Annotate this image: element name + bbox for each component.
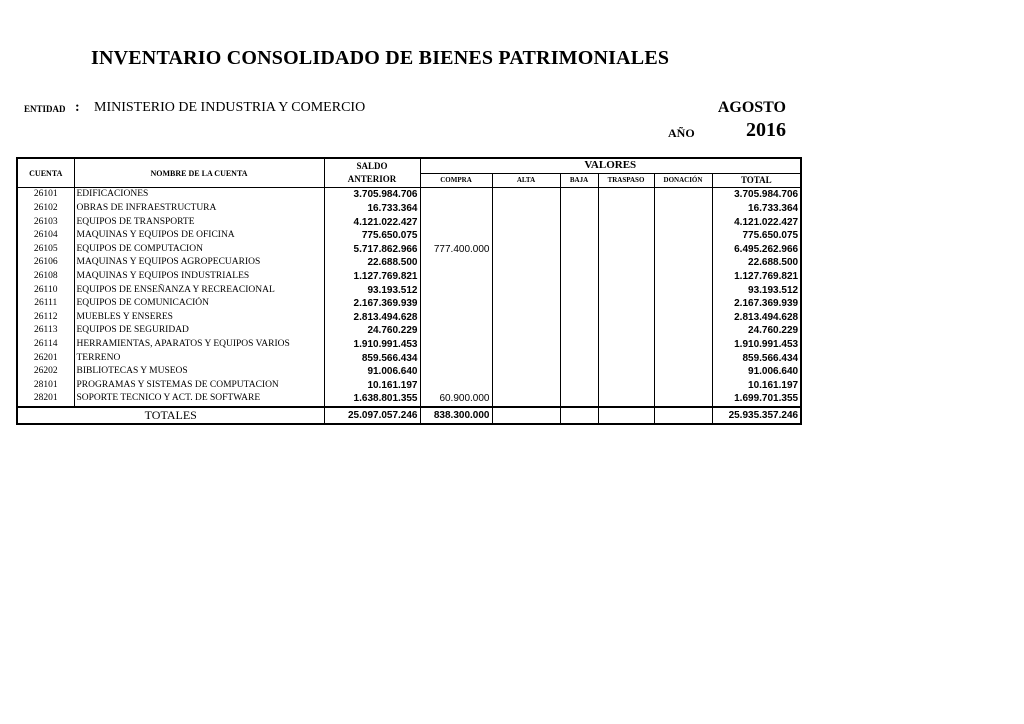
cell-nombre: EDIFICACIONES <box>74 188 324 202</box>
cell-baja <box>560 270 598 284</box>
cell-compra <box>420 188 492 202</box>
cell-traspaso <box>598 379 654 393</box>
month-label: AGOSTO <box>717 99 786 116</box>
table-row <box>17 311 801 325</box>
cell-saldo-anterior: 2.167.369.939 <box>324 297 420 311</box>
cell-cuenta: 26104 <box>17 229 74 243</box>
table-row <box>17 324 801 338</box>
cell-donacion <box>654 270 712 284</box>
table-row <box>17 338 801 352</box>
cell-nombre: HERRAMIENTAS, APARATOS Y EQUIPOS VARIOS <box>74 338 324 352</box>
cell-saldo-anterior: 1.127.769.821 <box>324 270 420 284</box>
cell-saldo-anterior: 1.910.991.453 <box>324 338 420 352</box>
cell-nombre: TERRENO <box>74 351 324 365</box>
cell-total: 93.193.512 <box>712 283 801 297</box>
cell-compra <box>420 351 492 365</box>
cell-baja <box>560 188 598 202</box>
cell-total: 22.688.500 <box>712 256 801 270</box>
cell-baja <box>560 229 598 243</box>
cell-alta <box>492 392 560 407</box>
cell-baja <box>560 243 598 257</box>
cell-compra <box>420 311 492 325</box>
cell-total: 24.760.229 <box>712 324 801 338</box>
cell-nombre: BIBLIOTECAS Y MUSEOS <box>74 365 324 379</box>
cell-total: 16.733.364 <box>712 202 801 216</box>
cell-alta <box>492 215 560 229</box>
cell-saldo-anterior: 16.733.364 <box>324 202 420 216</box>
cell-cuenta: 26101 <box>17 188 74 202</box>
cell-nombre: SOPORTE TECNICO Y ACT. DE SOFTWARE <box>74 392 324 407</box>
table-row <box>17 202 801 216</box>
cell-baja <box>560 324 598 338</box>
cell-baja <box>560 392 598 407</box>
cell-cuenta: 26110 <box>17 283 74 297</box>
year-label: AÑO <box>668 126 695 140</box>
cell-saldo-anterior: 1.638.801.355 <box>324 392 420 407</box>
table-row <box>17 297 801 311</box>
cell-cuenta: 26108 <box>17 270 74 284</box>
entidad-value: MINISTERIO DE INDUSTRIA Y COMERCIO <box>94 100 366 115</box>
cell-compra <box>420 283 492 297</box>
cell-donacion <box>654 297 712 311</box>
entidad-colon: : <box>75 100 80 115</box>
cell-donacion <box>654 202 712 216</box>
header-compra: COMPRA <box>420 173 492 188</box>
cell-saldo-anterior: 4.121.022.427 <box>324 215 420 229</box>
cell-donacion <box>654 338 712 352</box>
cell-compra <box>420 270 492 284</box>
cell-compra <box>420 365 492 379</box>
totals-compra: 838.300.000 <box>420 407 492 424</box>
cell-baja <box>560 351 598 365</box>
cell-baja <box>560 379 598 393</box>
cell-total: 859.566.434 <box>712 351 801 365</box>
year-value: 2016 <box>746 119 786 141</box>
cell-total: 1.910.991.453 <box>712 338 801 352</box>
totals-traspaso <box>598 407 654 424</box>
cell-saldo-anterior: 22.688.500 <box>324 256 420 270</box>
cell-nombre: OBRAS DE INFRAESTRUCTURA <box>74 202 324 216</box>
cell-total: 4.121.022.427 <box>712 215 801 229</box>
cell-compra <box>420 256 492 270</box>
cell-total: 1.699.701.355 <box>712 392 801 407</box>
cell-donacion <box>654 215 712 229</box>
cell-total: 10.161.197 <box>712 379 801 393</box>
cell-traspaso <box>598 256 654 270</box>
cell-cuenta: 28101 <box>17 379 74 393</box>
cell-alta <box>492 283 560 297</box>
table-row <box>17 392 801 407</box>
totals-label: TOTALES <box>17 407 324 424</box>
table-row <box>17 229 801 243</box>
cell-baja <box>560 256 598 270</box>
cell-compra <box>420 229 492 243</box>
cell-nombre: MUEBLES Y ENSERES <box>74 311 324 325</box>
cell-nombre: EQUIPOS DE SEGURIDAD <box>74 324 324 338</box>
cell-alta <box>492 324 560 338</box>
cell-alta <box>492 379 560 393</box>
cell-cuenta: 26103 <box>17 215 74 229</box>
totals-total: 25.935.357.246 <box>712 407 801 424</box>
cell-traspaso <box>598 283 654 297</box>
cell-total: 3.705.984.706 <box>712 188 801 202</box>
table-row <box>17 243 801 257</box>
totals-row <box>17 407 801 424</box>
cell-donacion <box>654 392 712 407</box>
cell-traspaso <box>598 311 654 325</box>
cell-donacion <box>654 283 712 297</box>
header-saldo-line1: SALDO <box>356 161 388 172</box>
totals-saldo: 25.097.057.246 <box>324 407 420 424</box>
cell-baja <box>560 338 598 352</box>
header-baja: BAJA <box>560 173 598 188</box>
cell-cuenta: 28201 <box>17 392 74 407</box>
cell-alta <box>492 311 560 325</box>
cell-cuenta: 26102 <box>17 202 74 216</box>
cell-donacion <box>654 324 712 338</box>
table-row <box>17 379 801 393</box>
cell-nombre: PROGRAMAS Y SISTEMAS DE COMPUTACION <box>74 379 324 393</box>
cell-saldo-anterior: 5.717.862.966 <box>324 243 420 257</box>
table-row <box>17 215 801 229</box>
cell-alta <box>492 229 560 243</box>
cell-donacion <box>654 256 712 270</box>
header-alta: ALTA <box>492 173 560 188</box>
cell-baja <box>560 283 598 297</box>
cell-cuenta: 26202 <box>17 365 74 379</box>
cell-saldo-anterior: 2.813.494.628 <box>324 311 420 325</box>
header-total: TOTAL <box>712 173 801 188</box>
cell-donacion <box>654 311 712 325</box>
table-row <box>17 283 801 297</box>
cell-compra <box>420 215 492 229</box>
cell-nombre: EQUIPOS DE COMPUTACION <box>74 243 324 257</box>
cell-saldo-anterior: 93.193.512 <box>324 283 420 297</box>
cell-baja <box>560 365 598 379</box>
cell-donacion <box>654 188 712 202</box>
cell-traspaso <box>598 243 654 257</box>
cell-baja <box>560 202 598 216</box>
cell-alta <box>492 188 560 202</box>
cell-traspaso <box>598 365 654 379</box>
cell-compra <box>420 338 492 352</box>
cell-nombre: EQUIPOS DE COMUNICACIÓN <box>74 297 324 311</box>
cell-compra: 777.400.000 <box>420 243 492 257</box>
entidad-label: ENTIDAD <box>24 104 66 114</box>
cell-traspaso <box>598 297 654 311</box>
cell-donacion <box>654 243 712 257</box>
cell-total: 91.006.640 <box>712 365 801 379</box>
cell-total: 2.813.494.628 <box>712 311 801 325</box>
cell-saldo-anterior: 24.760.229 <box>324 324 420 338</box>
cell-nombre: MAQUINAS Y EQUIPOS INDUSTRIALES <box>74 270 324 284</box>
totals-baja <box>560 407 598 424</box>
cell-donacion <box>654 365 712 379</box>
table-row <box>17 365 801 379</box>
cell-cuenta: 26113 <box>17 324 74 338</box>
cell-alta <box>492 297 560 311</box>
cell-compra <box>420 297 492 311</box>
cell-traspaso <box>598 229 654 243</box>
totals-alta <box>492 407 560 424</box>
cell-nombre: EQUIPOS DE ENSEÑANZA Y RECREACIONAL <box>74 283 324 297</box>
cell-saldo-anterior: 859.566.434 <box>324 351 420 365</box>
inventory-table <box>16 157 802 425</box>
cell-cuenta: 26112 <box>17 311 74 325</box>
cell-cuenta: 26114 <box>17 338 74 352</box>
header-saldo-anterior <box>324 158 420 188</box>
cell-total: 2.167.369.939 <box>712 297 801 311</box>
cell-traspaso <box>598 202 654 216</box>
cell-alta <box>492 338 560 352</box>
cell-alta <box>492 270 560 284</box>
cell-donacion <box>654 379 712 393</box>
cell-cuenta: 26201 <box>17 351 74 365</box>
cell-saldo-anterior: 91.006.640 <box>324 365 420 379</box>
cell-total: 6.495.262.966 <box>712 243 801 257</box>
header-valores: VALORES <box>420 158 801 173</box>
page-title: INVENTARIO CONSOLIDADO DE BIENES PATRIMONIALES <box>91 47 670 69</box>
header-saldo-line2: ANTERIOR <box>347 174 397 185</box>
cell-total: 775.650.075 <box>712 229 801 243</box>
cell-compra <box>420 379 492 393</box>
cell-saldo-anterior: 775.650.075 <box>324 229 420 243</box>
cell-baja <box>560 311 598 325</box>
cell-traspaso <box>598 188 654 202</box>
cell-alta <box>492 202 560 216</box>
cell-alta <box>492 243 560 257</box>
cell-cuenta: 26106 <box>17 256 74 270</box>
cell-traspaso <box>598 215 654 229</box>
cell-compra <box>420 324 492 338</box>
totals-donacion <box>654 407 712 424</box>
cell-nombre: MAQUINAS Y EQUIPOS AGROPECUARIOS <box>74 256 324 270</box>
cell-nombre: EQUIPOS DE TRANSPORTE <box>74 215 324 229</box>
cell-nombre: MAQUINAS Y EQUIPOS DE OFICINA <box>74 229 324 243</box>
table-row <box>17 270 801 284</box>
cell-traspaso <box>598 351 654 365</box>
cell-traspaso <box>598 392 654 407</box>
cell-cuenta: 26111 <box>17 297 74 311</box>
cell-traspaso <box>598 338 654 352</box>
header-nombre: NOMBRE DE LA CUENTA <box>74 158 324 188</box>
cell-compra <box>420 202 492 216</box>
header-cuenta: CUENTA <box>17 158 74 188</box>
cell-traspaso <box>598 270 654 284</box>
cell-baja <box>560 215 598 229</box>
header-donacion: DONACIÓN <box>654 173 712 188</box>
cell-saldo-anterior: 10.161.197 <box>324 379 420 393</box>
table-row <box>17 351 801 365</box>
header-traspaso: TRASPASO <box>598 173 654 188</box>
cell-alta <box>492 256 560 270</box>
cell-compra: 60.900.000 <box>420 392 492 407</box>
table-row <box>17 188 801 202</box>
cell-alta <box>492 365 560 379</box>
cell-saldo-anterior: 3.705.984.706 <box>324 188 420 202</box>
cell-traspaso <box>598 324 654 338</box>
cell-donacion <box>654 351 712 365</box>
cell-alta <box>492 351 560 365</box>
cell-donacion <box>654 229 712 243</box>
cell-baja <box>560 297 598 311</box>
cell-cuenta: 26105 <box>17 243 74 257</box>
table-row <box>17 256 801 270</box>
cell-total: 1.127.769.821 <box>712 270 801 284</box>
